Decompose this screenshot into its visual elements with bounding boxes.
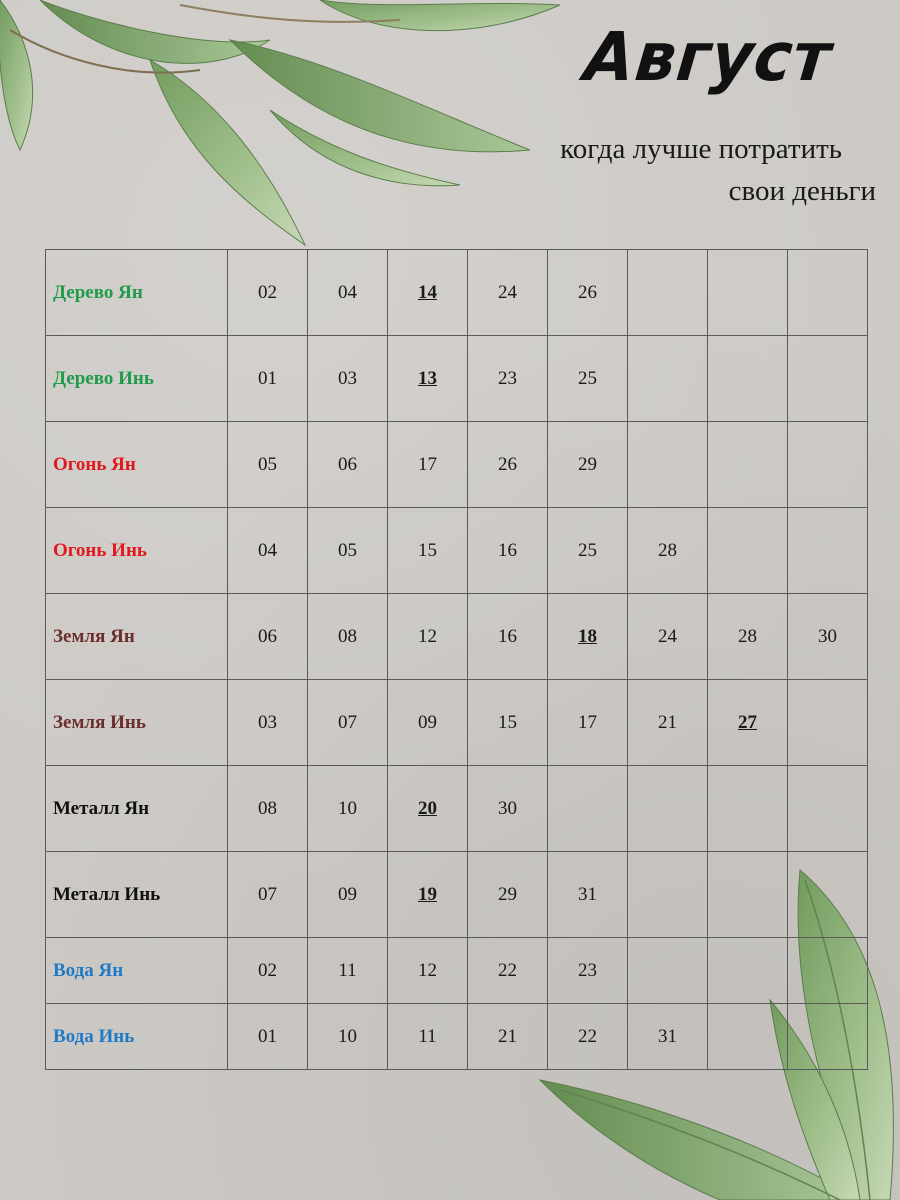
day-cell: 16 bbox=[468, 508, 548, 594]
row-label: Земля Инь bbox=[46, 680, 228, 766]
table-row bbox=[46, 852, 868, 938]
day-cell: 06 bbox=[228, 594, 308, 680]
day-cell: 13 bbox=[388, 336, 468, 422]
day-cell: 14 bbox=[388, 250, 468, 336]
row-label: Огонь Инь bbox=[46, 508, 228, 594]
day-cell: 25 bbox=[548, 336, 628, 422]
day-cell: 07 bbox=[308, 680, 388, 766]
row-label: Земля Ян bbox=[46, 594, 228, 680]
day-cell: 18 bbox=[548, 594, 628, 680]
table-row bbox=[46, 1004, 868, 1070]
day-cell: 16 bbox=[468, 594, 548, 680]
day-cell: 24 bbox=[468, 250, 548, 336]
day-cell: 20 bbox=[388, 766, 468, 852]
empty-cell bbox=[788, 508, 868, 594]
day-cell: 23 bbox=[468, 336, 548, 422]
day-cell: 07 bbox=[228, 852, 308, 938]
empty-cell bbox=[788, 852, 868, 938]
empty-cell bbox=[708, 938, 788, 1004]
day-cell: 29 bbox=[548, 422, 628, 508]
table-row bbox=[46, 680, 868, 766]
day-cell: 28 bbox=[708, 594, 788, 680]
day-cell: 04 bbox=[308, 250, 388, 336]
day-cell: 03 bbox=[228, 680, 308, 766]
spending-days-table bbox=[45, 249, 868, 1070]
day-cell: 01 bbox=[228, 336, 308, 422]
day-cell: 17 bbox=[548, 680, 628, 766]
spending-days-table-body bbox=[46, 250, 868, 1070]
day-cell: 10 bbox=[308, 1004, 388, 1070]
day-cell: 03 bbox=[308, 336, 388, 422]
empty-cell bbox=[708, 766, 788, 852]
row-label: Металл Ян bbox=[46, 766, 228, 852]
empty-cell bbox=[708, 1004, 788, 1070]
day-cell: 29 bbox=[468, 852, 548, 938]
row-label: Металл Инь bbox=[46, 852, 228, 938]
empty-cell bbox=[628, 250, 708, 336]
day-cell: 05 bbox=[228, 422, 308, 508]
empty-cell bbox=[788, 680, 868, 766]
day-cell: 06 bbox=[308, 422, 388, 508]
empty-cell bbox=[628, 938, 708, 1004]
empty-cell bbox=[548, 766, 628, 852]
empty-cell bbox=[788, 422, 868, 508]
empty-cell bbox=[628, 336, 708, 422]
table-row bbox=[46, 250, 868, 336]
day-cell: 10 bbox=[308, 766, 388, 852]
table-row bbox=[46, 766, 868, 852]
table-row bbox=[46, 336, 868, 422]
day-cell: 04 bbox=[228, 508, 308, 594]
day-cell: 09 bbox=[308, 852, 388, 938]
day-cell: 31 bbox=[548, 852, 628, 938]
day-cell: 21 bbox=[468, 1004, 548, 1070]
empty-cell bbox=[708, 852, 788, 938]
day-cell: 22 bbox=[468, 938, 548, 1004]
page-title: Август bbox=[580, 19, 836, 97]
empty-cell bbox=[788, 336, 868, 422]
day-cell: 08 bbox=[308, 594, 388, 680]
day-cell: 08 bbox=[228, 766, 308, 852]
page-subtitle bbox=[476, 128, 876, 212]
day-cell: 26 bbox=[468, 422, 548, 508]
empty-cell bbox=[788, 766, 868, 852]
day-cell: 02 bbox=[228, 250, 308, 336]
day-cell: 26 bbox=[548, 250, 628, 336]
row-label: Вода Инь bbox=[46, 1004, 228, 1070]
day-cell: 15 bbox=[468, 680, 548, 766]
empty-cell bbox=[708, 508, 788, 594]
day-cell: 05 bbox=[308, 508, 388, 594]
day-cell: 15 bbox=[388, 508, 468, 594]
subtitle-line-1: когда лучше потратить bbox=[560, 133, 842, 165]
day-cell: 31 bbox=[628, 1004, 708, 1070]
empty-cell bbox=[708, 336, 788, 422]
empty-cell bbox=[628, 422, 708, 508]
day-cell: 23 bbox=[548, 938, 628, 1004]
day-cell: 30 bbox=[468, 766, 548, 852]
day-cell: 01 bbox=[228, 1004, 308, 1070]
day-cell: 28 bbox=[628, 508, 708, 594]
day-cell: 24 bbox=[628, 594, 708, 680]
day-cell: 12 bbox=[388, 938, 468, 1004]
table-row bbox=[46, 938, 868, 1004]
day-cell: 09 bbox=[388, 680, 468, 766]
empty-cell bbox=[788, 938, 868, 1004]
row-label: Дерево Ян bbox=[46, 250, 228, 336]
day-cell: 27 bbox=[708, 680, 788, 766]
subtitle-line-2: свои деньги bbox=[728, 175, 876, 207]
empty-cell bbox=[628, 852, 708, 938]
table-row bbox=[46, 508, 868, 594]
day-cell: 12 bbox=[388, 594, 468, 680]
row-label: Вода Ян bbox=[46, 938, 228, 1004]
day-cell: 17 bbox=[388, 422, 468, 508]
day-cell: 02 bbox=[228, 938, 308, 1004]
row-label: Дерево Инь bbox=[46, 336, 228, 422]
empty-cell bbox=[788, 250, 868, 336]
empty-cell bbox=[788, 1004, 868, 1070]
day-cell: 11 bbox=[388, 1004, 468, 1070]
day-cell: 22 bbox=[548, 1004, 628, 1070]
empty-cell bbox=[628, 766, 708, 852]
day-cell: 30 bbox=[788, 594, 868, 680]
day-cell: 21 bbox=[628, 680, 708, 766]
day-cell: 19 bbox=[388, 852, 468, 938]
empty-cell bbox=[708, 250, 788, 336]
table-row bbox=[46, 422, 868, 508]
table-row bbox=[46, 594, 868, 680]
row-label: Огонь Ян bbox=[46, 422, 228, 508]
day-cell: 25 bbox=[548, 508, 628, 594]
day-cell: 11 bbox=[308, 938, 388, 1004]
empty-cell bbox=[708, 422, 788, 508]
